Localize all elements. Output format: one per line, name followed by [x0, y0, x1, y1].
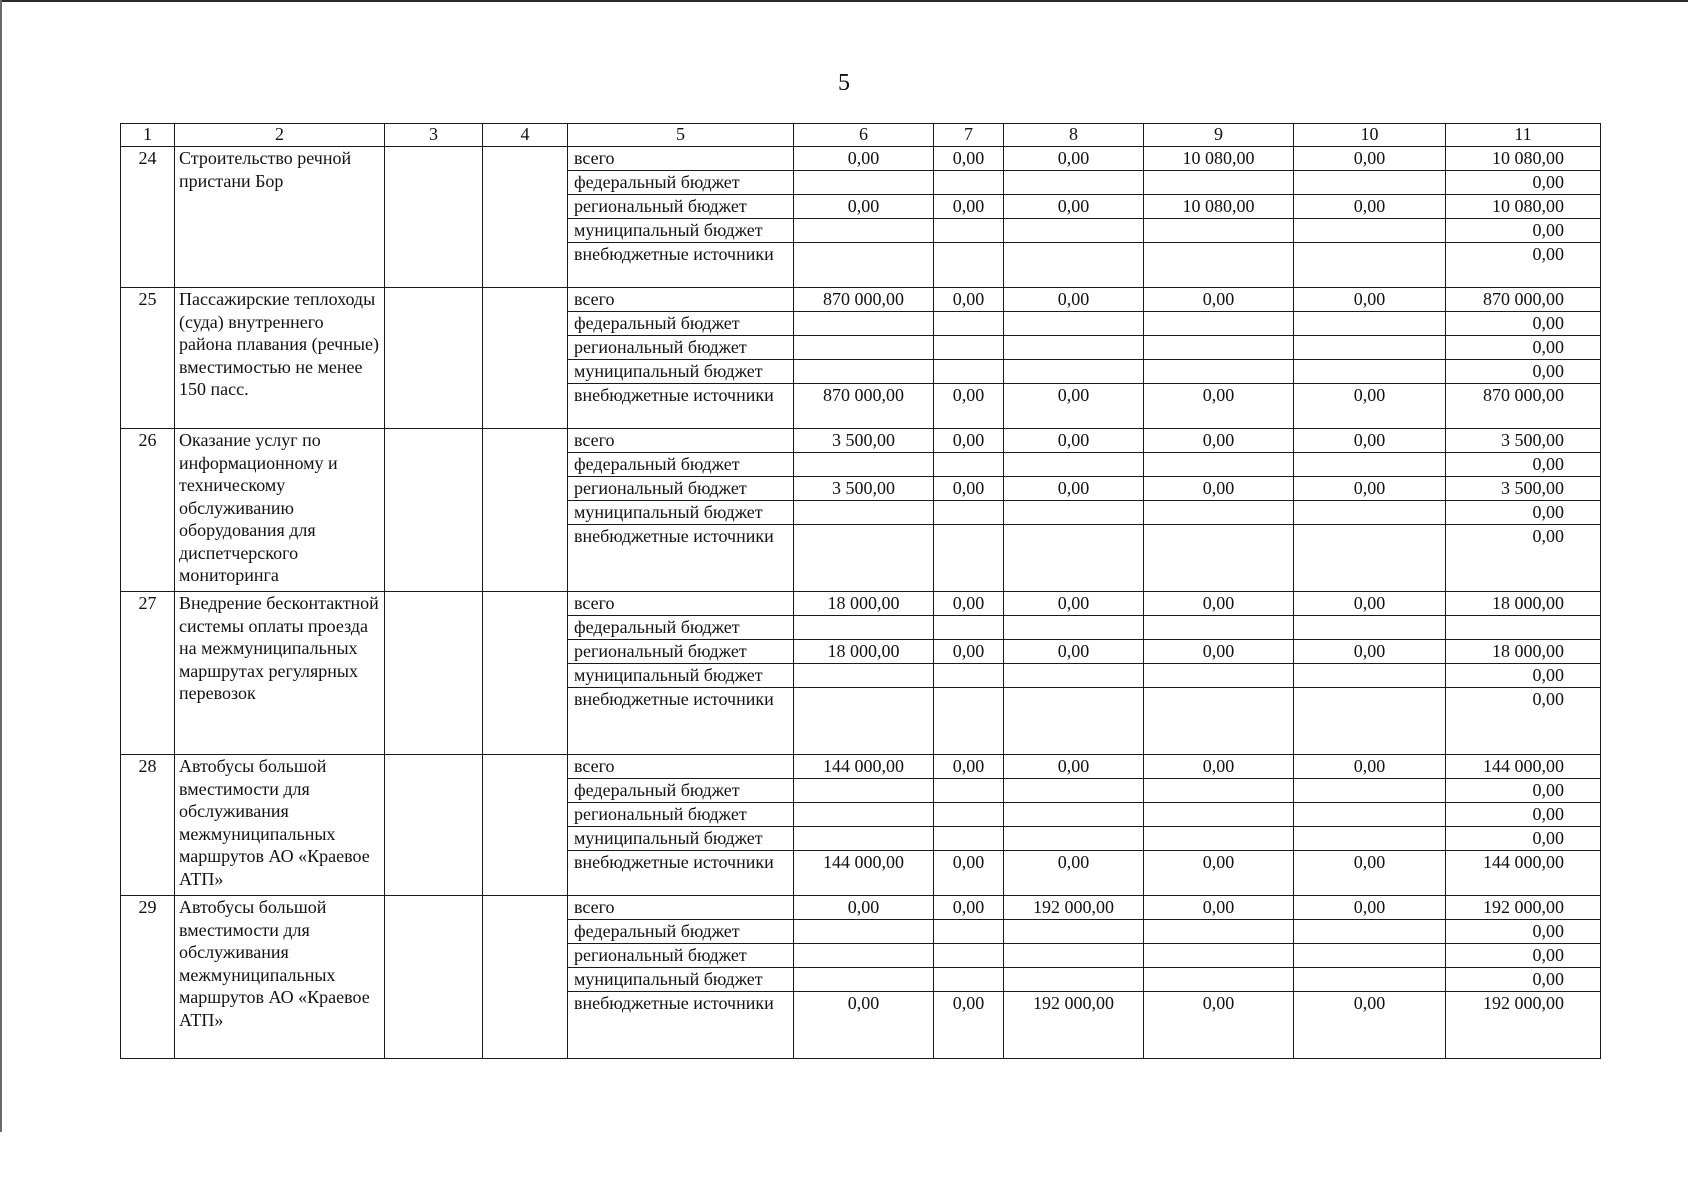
value-col-10: 0,00 [1294, 429, 1446, 453]
value-col-6 [794, 219, 934, 243]
value-col-7 [934, 312, 1004, 336]
value-col-10: 0,00 [1294, 288, 1446, 312]
value-col-7: 0,00 [934, 384, 1004, 429]
funding-source: федеральный бюджет [568, 453, 794, 477]
value-col-10 [1294, 453, 1446, 477]
value-col-11: 0,00 [1446, 968, 1601, 992]
value-col-8 [1004, 664, 1144, 688]
value-col-10 [1294, 803, 1446, 827]
funding-source: федеральный бюджет [568, 171, 794, 195]
value-col-7 [934, 525, 1004, 592]
item-name: Строительство речной пристани Бор [175, 147, 385, 288]
value-col-7: 0,00 [934, 195, 1004, 219]
value-col-10 [1294, 501, 1446, 525]
funding-source: региональный бюджет [568, 944, 794, 968]
value-col-8 [1004, 944, 1144, 968]
value-col-10: 0,00 [1294, 640, 1446, 664]
column-4-cell [483, 755, 568, 896]
value-col-6 [794, 525, 934, 592]
funding-source: региональный бюджет [568, 195, 794, 219]
value-col-7: 0,00 [934, 640, 1004, 664]
value-col-7: 0,00 [934, 477, 1004, 501]
value-col-9: 0,00 [1144, 288, 1294, 312]
value-col-8 [1004, 827, 1144, 851]
value-col-6 [794, 920, 934, 944]
funding-source: всего [568, 429, 794, 453]
value-col-11: 0,00 [1446, 171, 1601, 195]
item-name: Оказание услуг по информационному и техническому обслуживанию оборудования для диспетчерского мониторинга [175, 429, 385, 592]
value-col-9 [1144, 336, 1294, 360]
value-col-11: 192 000,00 [1446, 992, 1601, 1059]
value-col-6 [794, 827, 934, 851]
value-col-9 [1144, 944, 1294, 968]
funding-source: муниципальный бюджет [568, 501, 794, 525]
value-col-8 [1004, 453, 1144, 477]
funding-source: федеральный бюджет [568, 312, 794, 336]
column-header: 11 [1446, 124, 1601, 147]
value-col-7 [934, 920, 1004, 944]
value-col-8: 0,00 [1004, 147, 1144, 171]
value-col-10: 0,00 [1294, 755, 1446, 779]
value-col-9: 0,00 [1144, 992, 1294, 1059]
value-col-10 [1294, 827, 1446, 851]
value-col-9: 0,00 [1144, 896, 1294, 920]
value-col-6 [794, 688, 934, 755]
value-col-7: 0,00 [934, 147, 1004, 171]
funding-source: региональный бюджет [568, 336, 794, 360]
value-col-9 [1144, 803, 1294, 827]
value-col-10 [1294, 219, 1446, 243]
value-col-8 [1004, 968, 1144, 992]
funding-source: всего [568, 896, 794, 920]
value-col-7 [934, 803, 1004, 827]
funding-source: муниципальный бюджет [568, 968, 794, 992]
funding-source: всего [568, 592, 794, 616]
value-col-7 [934, 243, 1004, 288]
value-col-8 [1004, 616, 1144, 640]
value-col-7 [934, 336, 1004, 360]
column-header-row [121, 124, 1601, 147]
value-col-11: 0,00 [1446, 827, 1601, 851]
item-number: 27 [121, 592, 175, 755]
value-col-7: 0,00 [934, 592, 1004, 616]
value-col-6 [794, 312, 934, 336]
value-col-6: 3 500,00 [794, 477, 934, 501]
column-4-cell [483, 288, 568, 429]
value-col-7 [934, 779, 1004, 803]
value-col-6: 144 000,00 [794, 851, 934, 896]
column-header: 7 [934, 124, 1004, 147]
value-col-8: 192 000,00 [1004, 896, 1144, 920]
item-number: 26 [121, 429, 175, 592]
item-number: 25 [121, 288, 175, 429]
value-col-8 [1004, 501, 1144, 525]
value-col-7 [934, 944, 1004, 968]
item-number: 29 [121, 896, 175, 1059]
funding-source: внебюджетные источники [568, 851, 794, 896]
value-col-6: 0,00 [794, 147, 934, 171]
value-col-10 [1294, 312, 1446, 336]
value-col-11: 0,00 [1446, 944, 1601, 968]
value-col-10: 0,00 [1294, 477, 1446, 501]
funding-source: региональный бюджет [568, 640, 794, 664]
funding-source: муниципальный бюджет [568, 360, 794, 384]
value-col-11: 0,00 [1446, 312, 1601, 336]
value-col-8 [1004, 336, 1144, 360]
value-col-7 [934, 616, 1004, 640]
value-col-11: 0,00 [1446, 664, 1601, 688]
item-number: 28 [121, 755, 175, 896]
funding-source: муниципальный бюджет [568, 219, 794, 243]
item-name: Автобусы большой вместимости для обслуживания межмуниципальных маршрутов АО «Краевое АТП» [175, 896, 385, 1059]
page-number: 5 [838, 70, 850, 96]
value-col-6: 18 000,00 [794, 592, 934, 616]
value-col-6: 870 000,00 [794, 288, 934, 312]
value-col-10 [1294, 968, 1446, 992]
value-col-8 [1004, 688, 1144, 755]
value-col-9: 0,00 [1144, 851, 1294, 896]
value-col-7 [934, 501, 1004, 525]
value-col-11: 10 080,00 [1446, 195, 1601, 219]
value-col-9: 10 080,00 [1144, 195, 1294, 219]
value-col-7 [934, 453, 1004, 477]
column-header: 9 [1144, 124, 1294, 147]
column-header: 10 [1294, 124, 1446, 147]
value-col-6 [794, 453, 934, 477]
item-name: Пассажирские теплоходы (суда) внутреннего района плавания (речные) вместимостью не менее 150 пасс. [175, 288, 385, 429]
column-header: 3 [385, 124, 483, 147]
value-col-8 [1004, 803, 1144, 827]
value-col-6 [794, 616, 934, 640]
value-col-9: 0,00 [1144, 477, 1294, 501]
value-col-7 [934, 360, 1004, 384]
table-row [121, 755, 1601, 779]
value-col-7 [934, 968, 1004, 992]
column-3-cell [385, 755, 483, 896]
value-col-8: 0,00 [1004, 851, 1144, 896]
value-col-6 [794, 664, 934, 688]
value-col-7 [934, 219, 1004, 243]
value-col-6 [794, 803, 934, 827]
value-col-9 [1144, 827, 1294, 851]
value-col-9 [1144, 219, 1294, 243]
value-col-7: 0,00 [934, 429, 1004, 453]
value-col-6 [794, 944, 934, 968]
value-col-10: 0,00 [1294, 147, 1446, 171]
value-col-9 [1144, 616, 1294, 640]
value-col-6: 0,00 [794, 195, 934, 219]
column-header: 1 [121, 124, 175, 147]
column-3-cell [385, 592, 483, 755]
value-col-11: 0,00 [1446, 920, 1601, 944]
value-col-11: 18 000,00 [1446, 640, 1601, 664]
value-col-9: 0,00 [1144, 384, 1294, 429]
funding-source: всего [568, 147, 794, 171]
column-header: 6 [794, 124, 934, 147]
value-col-11: 0,00 [1446, 336, 1601, 360]
value-col-7: 0,00 [934, 851, 1004, 896]
column-4-cell [483, 592, 568, 755]
value-col-9 [1144, 360, 1294, 384]
value-col-6: 144 000,00 [794, 755, 934, 779]
value-col-6: 3 500,00 [794, 429, 934, 453]
value-col-8: 0,00 [1004, 288, 1144, 312]
column-header: 8 [1004, 124, 1144, 147]
item-number: 24 [121, 147, 175, 288]
value-col-10 [1294, 336, 1446, 360]
value-col-9: 10 080,00 [1144, 147, 1294, 171]
scan-edge-top [0, 0, 1688, 2]
value-col-9 [1144, 243, 1294, 288]
value-col-10 [1294, 920, 1446, 944]
funding-source: федеральный бюджет [568, 616, 794, 640]
value-col-8 [1004, 360, 1144, 384]
value-col-9 [1144, 312, 1294, 336]
value-col-11: 144 000,00 [1446, 755, 1601, 779]
value-col-6 [794, 171, 934, 195]
value-col-8 [1004, 312, 1144, 336]
column-4-cell [483, 896, 568, 1059]
value-col-6 [794, 243, 934, 288]
value-col-8: 192 000,00 [1004, 992, 1144, 1059]
value-col-6: 0,00 [794, 992, 934, 1059]
value-col-11: 0,00 [1446, 453, 1601, 477]
value-col-10: 0,00 [1294, 992, 1446, 1059]
column-3-cell [385, 288, 483, 429]
value-col-9 [1144, 664, 1294, 688]
value-col-7 [934, 688, 1004, 755]
value-col-8: 0,00 [1004, 755, 1144, 779]
value-col-6 [794, 779, 934, 803]
value-col-7 [934, 664, 1004, 688]
funding-source: внебюджетные источники [568, 243, 794, 288]
value-col-9 [1144, 920, 1294, 944]
value-col-11 [1446, 616, 1601, 640]
value-col-6 [794, 968, 934, 992]
value-col-10 [1294, 360, 1446, 384]
funding-source: федеральный бюджет [568, 779, 794, 803]
value-col-10: 0,00 [1294, 851, 1446, 896]
funding-source: муниципальный бюджет [568, 664, 794, 688]
value-col-8: 0,00 [1004, 195, 1144, 219]
value-col-6: 0,00 [794, 896, 934, 920]
table-row [121, 896, 1601, 920]
value-col-8: 0,00 [1004, 640, 1144, 664]
funding-source: внебюджетные источники [568, 992, 794, 1059]
value-col-11: 0,00 [1446, 525, 1601, 592]
value-col-10: 0,00 [1294, 195, 1446, 219]
value-col-9 [1144, 688, 1294, 755]
value-col-8 [1004, 920, 1144, 944]
value-col-11: 0,00 [1446, 243, 1601, 288]
value-col-6 [794, 501, 934, 525]
table-row [121, 147, 1601, 171]
value-col-9 [1144, 501, 1294, 525]
value-col-8: 0,00 [1004, 429, 1144, 453]
value-col-9 [1144, 968, 1294, 992]
value-col-10 [1294, 664, 1446, 688]
value-col-10: 0,00 [1294, 592, 1446, 616]
value-col-8: 0,00 [1004, 592, 1144, 616]
value-col-11: 870 000,00 [1446, 384, 1601, 429]
value-col-10 [1294, 243, 1446, 288]
value-col-11: 3 500,00 [1446, 429, 1601, 453]
column-header: 2 [175, 124, 385, 147]
value-col-9: 0,00 [1144, 755, 1294, 779]
value-col-11: 0,00 [1446, 360, 1601, 384]
value-col-8 [1004, 243, 1144, 288]
funding-source: региональный бюджет [568, 803, 794, 827]
value-col-9 [1144, 453, 1294, 477]
value-col-7: 0,00 [934, 896, 1004, 920]
table-row [121, 592, 1601, 616]
value-col-11: 3 500,00 [1446, 477, 1601, 501]
value-col-6: 18 000,00 [794, 640, 934, 664]
column-header: 4 [483, 124, 568, 147]
funding-source: всего [568, 288, 794, 312]
value-col-9 [1144, 171, 1294, 195]
column-4-cell [483, 147, 568, 288]
value-col-11: 10 080,00 [1446, 147, 1601, 171]
value-col-11: 0,00 [1446, 219, 1601, 243]
value-col-11: 0,00 [1446, 688, 1601, 755]
value-col-8: 0,00 [1004, 384, 1144, 429]
funding-source: региональный бюджет [568, 477, 794, 501]
funding-source: внебюджетные источники [568, 688, 794, 755]
value-col-7: 0,00 [934, 755, 1004, 779]
value-col-8: 0,00 [1004, 477, 1144, 501]
value-col-9: 0,00 [1144, 429, 1294, 453]
value-col-7: 0,00 [934, 992, 1004, 1059]
value-col-10 [1294, 525, 1446, 592]
value-col-7 [934, 827, 1004, 851]
column-3-cell [385, 896, 483, 1059]
column-3-cell [385, 147, 483, 288]
value-col-6 [794, 336, 934, 360]
value-col-9: 0,00 [1144, 592, 1294, 616]
value-col-11: 0,00 [1446, 501, 1601, 525]
budget-table [120, 123, 1601, 1059]
value-col-11: 0,00 [1446, 803, 1601, 827]
value-col-10: 0,00 [1294, 384, 1446, 429]
funding-source: муниципальный бюджет [568, 827, 794, 851]
funding-source: внебюджетные источники [568, 525, 794, 592]
value-col-11: 192 000,00 [1446, 896, 1601, 920]
value-col-8 [1004, 171, 1144, 195]
item-name: Автобусы большой вместимости для обслуживания межмуниципальных маршрутов АО «Краевое АТП» [175, 755, 385, 896]
value-col-11: 144 000,00 [1446, 851, 1601, 896]
value-col-11: 0,00 [1446, 779, 1601, 803]
value-col-8 [1004, 525, 1144, 592]
value-col-11: 870 000,00 [1446, 288, 1601, 312]
value-col-9: 0,00 [1144, 640, 1294, 664]
value-col-10 [1294, 616, 1446, 640]
column-header: 5 [568, 124, 794, 147]
scan-edge-left [0, 0, 2, 1132]
funding-source: федеральный бюджет [568, 920, 794, 944]
value-col-10 [1294, 688, 1446, 755]
value-col-11: 18 000,00 [1446, 592, 1601, 616]
table-row [121, 429, 1601, 453]
table-row [121, 288, 1601, 312]
value-col-8 [1004, 219, 1144, 243]
column-4-cell [483, 429, 568, 592]
value-col-10 [1294, 944, 1446, 968]
value-col-9 [1144, 525, 1294, 592]
value-col-6: 870 000,00 [794, 384, 934, 429]
value-col-7 [934, 171, 1004, 195]
value-col-10 [1294, 171, 1446, 195]
funding-source: всего [568, 755, 794, 779]
column-3-cell [385, 429, 483, 592]
value-col-10: 0,00 [1294, 896, 1446, 920]
item-name: Внедрение бесконтактной системы оплаты проезда на межмуниципальных маршрутах регулярных перевозок [175, 592, 385, 755]
funding-source: внебюджетные источники [568, 384, 794, 429]
value-col-7: 0,00 [934, 288, 1004, 312]
value-col-10 [1294, 779, 1446, 803]
value-col-6 [794, 360, 934, 384]
value-col-8 [1004, 779, 1144, 803]
value-col-9 [1144, 779, 1294, 803]
